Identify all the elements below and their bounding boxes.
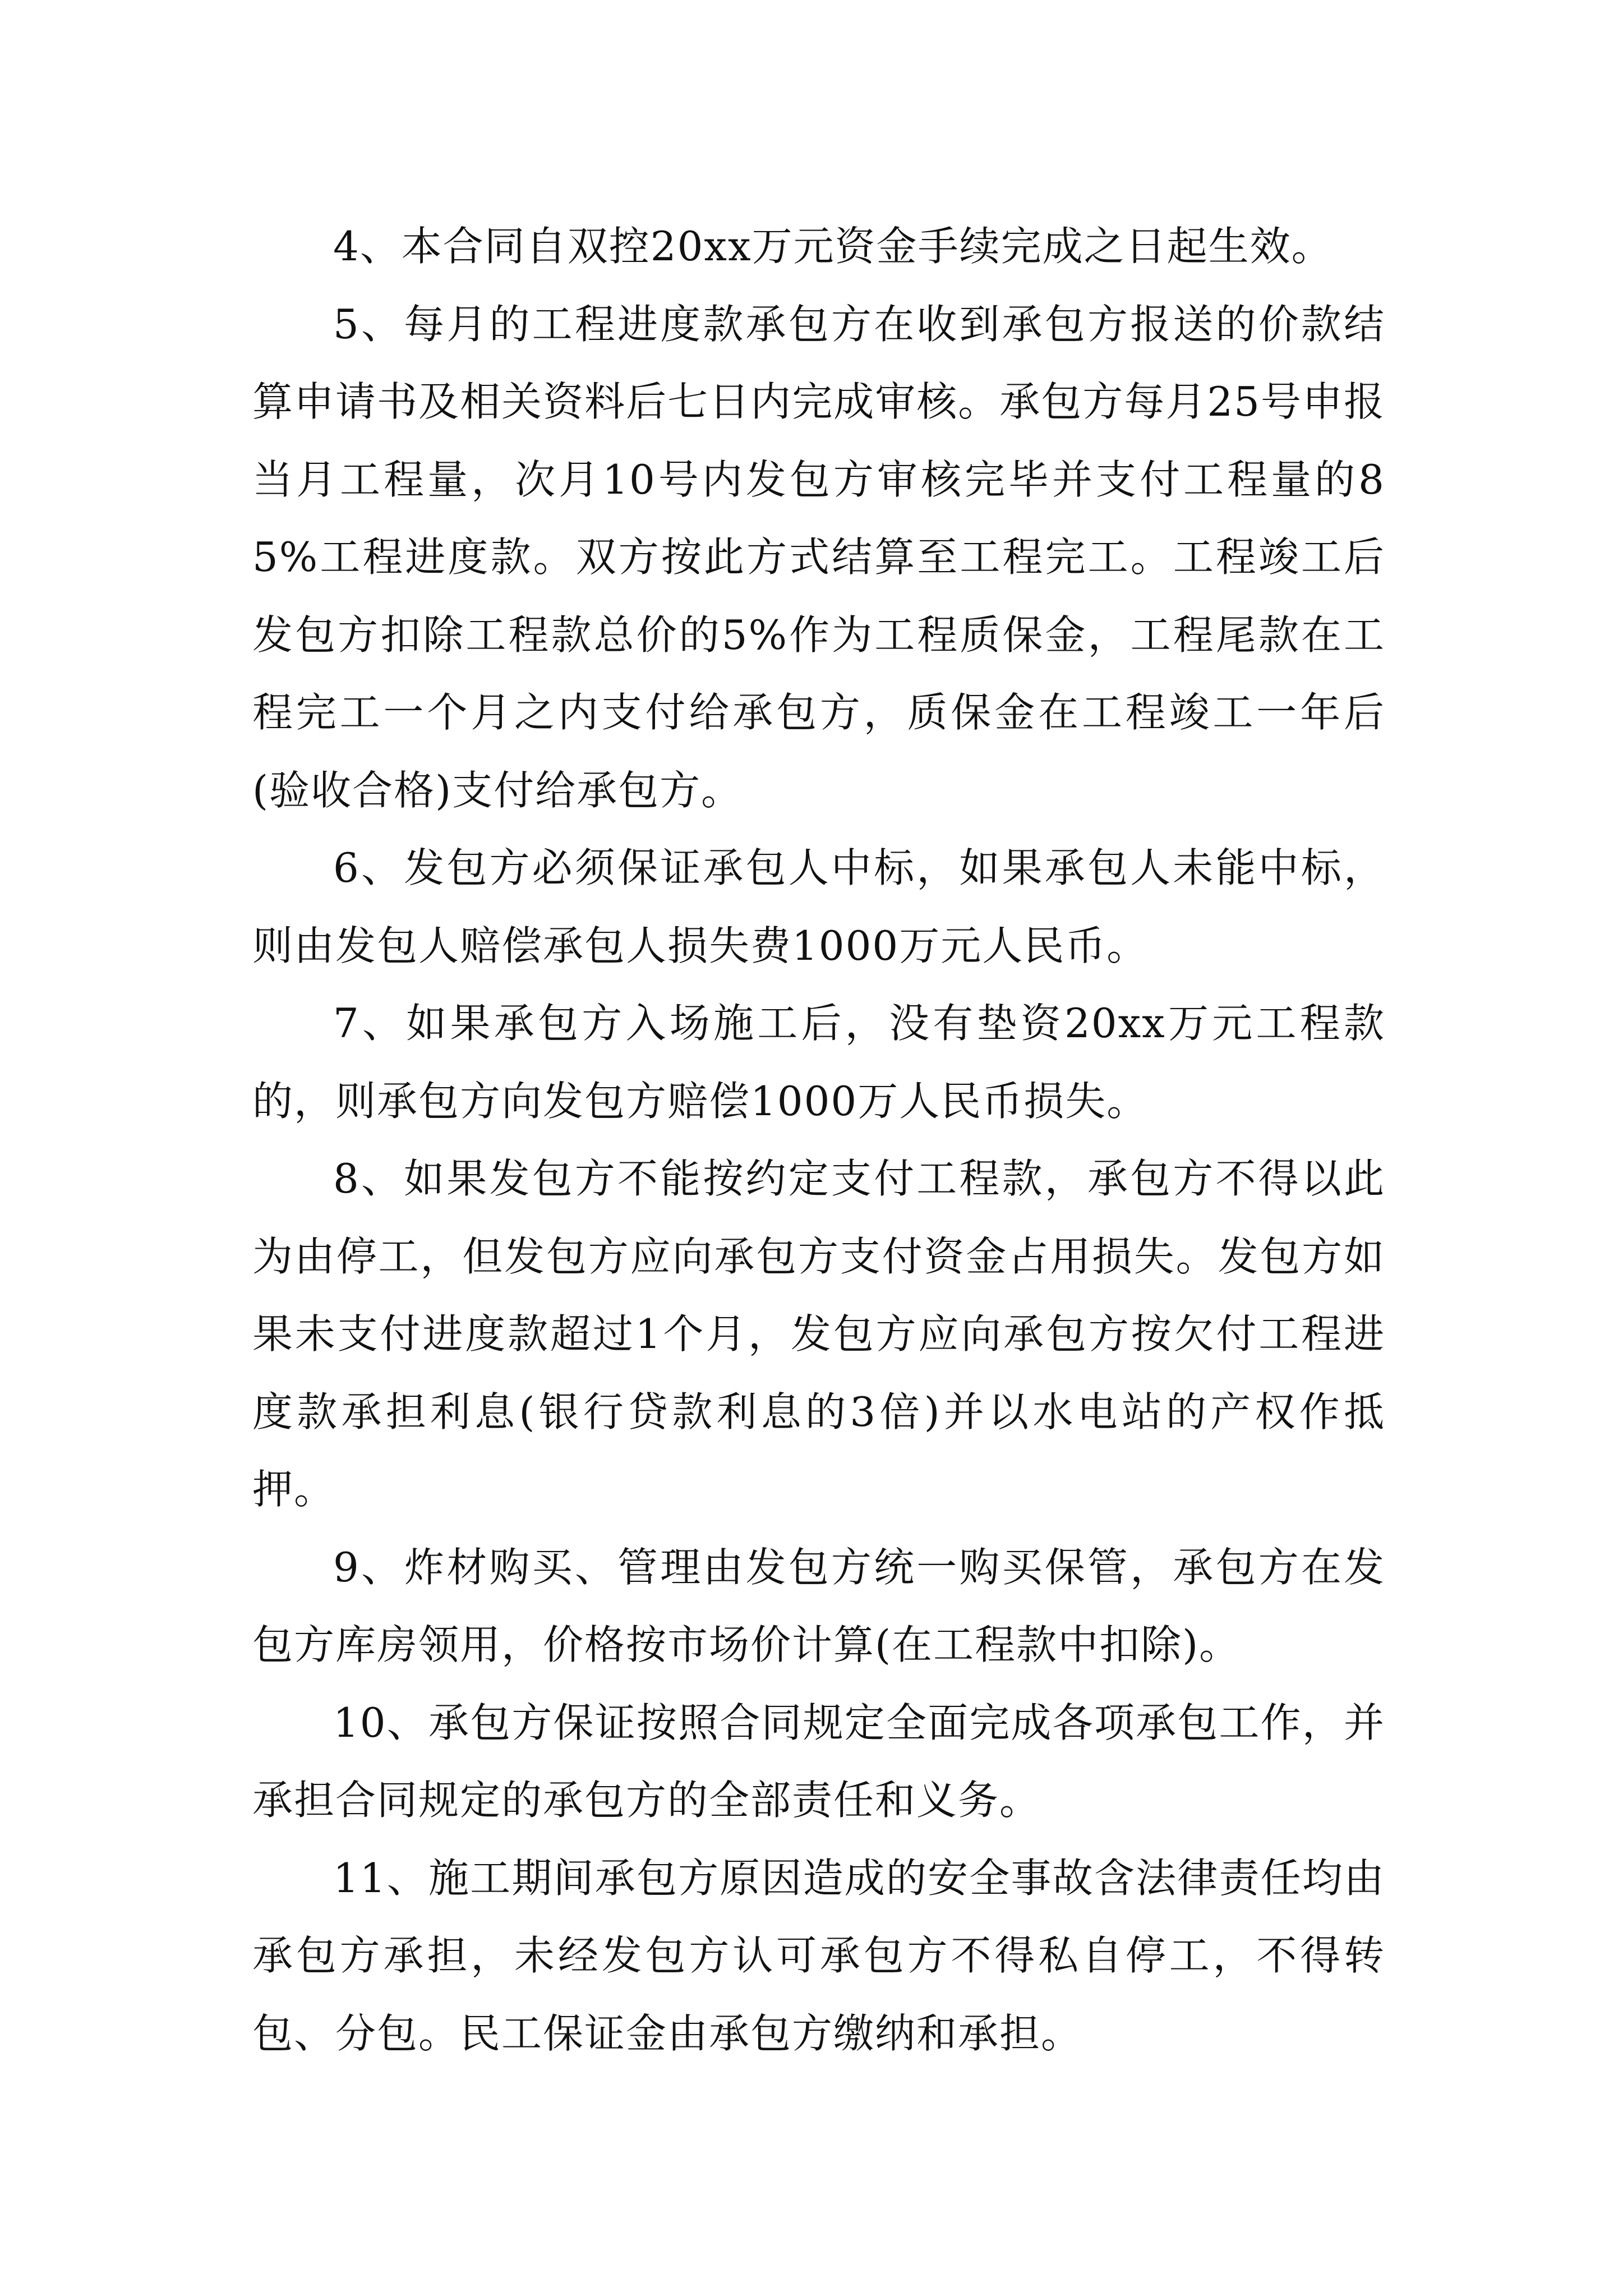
clause-8: 8、如果发包方不能按约定支付工程款，承包方不得以此为由停工，但发包方应向承包方支付资金占用损失。发包方如果未支付进度款超过1个月，发包方应向承包方按欠付工程进度款承担利息(银行贷款利息的3倍)并以水电站的产权作抵押。	[252, 1155, 1385, 1513]
clause-4: 4、本合同自双控20xx万元资金手续完成之日起生效。	[333, 223, 1333, 270]
document-body	[252, 208, 1385, 2072]
clause-11: 11、施工期间承包方原因造成的安全事故含法律责任均由承包方承担，未经发包方认可承包方不得私自停工，不得转包、分包。民工保证金由承包方缴纳和承担。	[252, 1854, 1385, 2057]
clause-9: 9、炸材购买、管理由发包方统一购买保管，承包方在发包方库房领用，价格按市场价计算(在工程款中扣除)。	[252, 1543, 1385, 1668]
clause-7: 7、如果承包方入场施工后，没有垫资20xx万元工程款的，则承包方向发包方赔偿1000万人民币损失。	[252, 1000, 1385, 1125]
clause-10: 10、承包方保证按照合同规定全面完成各项承包工作，并承担合同规定的承包方的全部责任和义务。	[252, 1699, 1385, 1824]
clause-5: 5、每月的工程进度款承包方在收到承包方报送的价款结算申请书及相关资料后七日内完成审核。承包方每月25号申报当月工程量，次月10号内发包方审核完毕并支付工程量的85%工程进度款。双方按此方式结算至工程完工。工程竣工后发包方扣除工程款总价的5%作为工程质保金，工程尾款在工程完工一个月之内支付给承包方，质保金在工程竣工一年后(验收合格)支付给承包方。	[252, 300, 1385, 814]
clause-6: 6、发包方必须保证承包人中标，如果承包人未能中标，则由发包人赔偿承包人损失费1000万元人民币。	[252, 844, 1385, 969]
